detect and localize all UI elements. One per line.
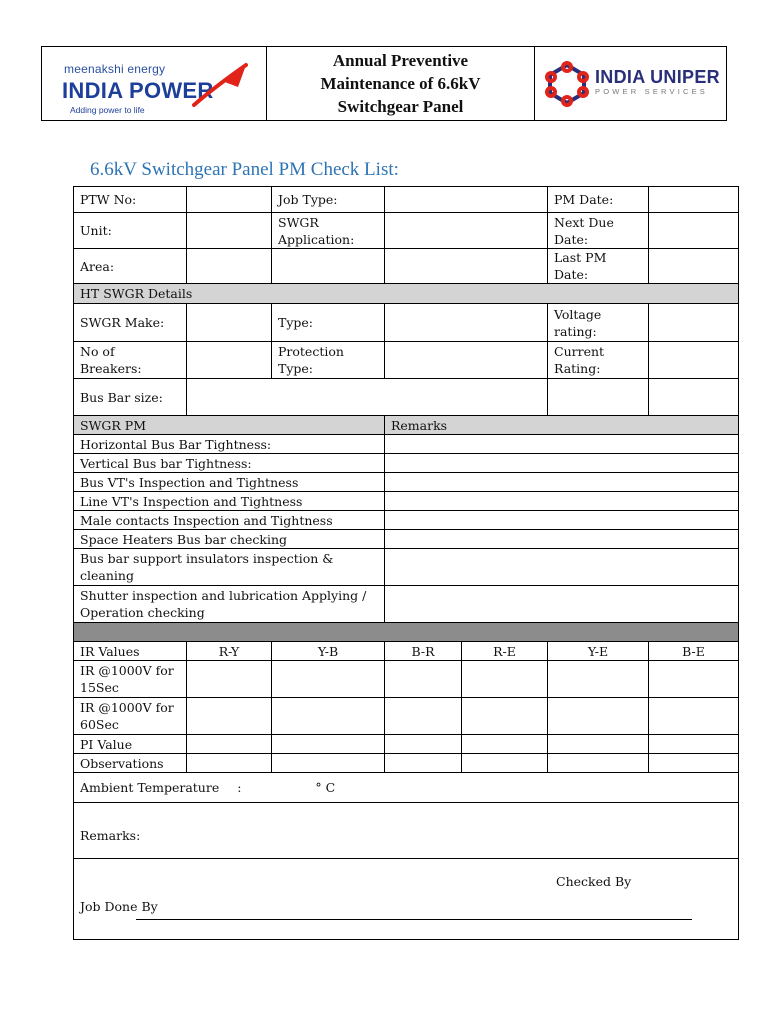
swgr-application-field[interactable] <box>385 213 548 249</box>
ir-cell[interactable] <box>462 661 548 698</box>
document-title <box>267 47 535 120</box>
row-bus-bar-size <box>74 379 739 416</box>
title-line-3: Switchgear Panel <box>337 97 464 116</box>
ir-cell[interactable] <box>272 698 385 735</box>
remarks-row <box>74 803 739 859</box>
pm-item-label: Line VT's Inspection and Tightness <box>74 492 385 511</box>
swgr-make-field[interactable] <box>187 304 272 342</box>
separator-row <box>74 623 739 642</box>
voltage-rating-field[interactable] <box>649 304 739 342</box>
ir-cell[interactable] <box>385 698 462 735</box>
checked-by-label: Checked By <box>556 874 632 889</box>
ambient-cell[interactable] <box>74 773 739 803</box>
ir-cell[interactable] <box>187 661 272 698</box>
ir-cell[interactable] <box>187 754 272 773</box>
swgr-pm-heading: SWGR PM <box>74 416 385 435</box>
uniper-subtitle: POWER SERVICES <box>595 87 709 96</box>
pm-item-label: Male contacts Inspection and Tightness <box>74 511 385 530</box>
ir-cell[interactable] <box>385 735 462 754</box>
ir-cell[interactable] <box>462 754 548 773</box>
ir-values-label: IR Values <box>74 642 187 661</box>
uniper-ring-icon <box>544 61 590 107</box>
ambient-row <box>74 773 739 803</box>
pm-item-row <box>74 530 739 549</box>
ir-cell[interactable] <box>649 698 739 735</box>
current-rating-label: Current Rating: <box>548 342 649 379</box>
job-done-by-label: Job Done By <box>80 898 158 914</box>
bus-bar-size-label: Bus Bar size: <box>74 379 187 416</box>
ir-cell[interactable] <box>272 735 385 754</box>
ir-col-ye: Y-E <box>548 642 649 661</box>
logo-swoosh-icon <box>192 61 248 111</box>
ir-cell[interactable] <box>548 661 649 698</box>
ir-row-60sec <box>74 698 739 735</box>
logo-meenakshi-text: meenakshi energy <box>64 62 166 76</box>
ir-cell[interactable] <box>548 698 649 735</box>
ir-cell[interactable] <box>649 754 739 773</box>
title-line-1: Annual Preventive <box>332 51 469 70</box>
pm-item-row <box>74 586 739 623</box>
last-pm-date-field[interactable] <box>649 249 739 284</box>
signature-underline <box>136 919 692 920</box>
ir-cell[interactable] <box>187 735 272 754</box>
ir-col-yb: Y-B <box>272 642 385 661</box>
pm-item-remarks[interactable] <box>385 492 739 511</box>
row-breakers <box>74 342 739 379</box>
ir-cell[interactable] <box>272 661 385 698</box>
swgr-make-label: SWGR Make: <box>74 304 187 342</box>
ambient-unit: ° C <box>315 780 336 795</box>
pm-item-row <box>74 492 739 511</box>
next-due-date-field[interactable] <box>649 213 739 249</box>
logo-india-power-text: INDIA POWER <box>62 78 214 103</box>
type-label: Type: <box>272 304 385 342</box>
no-of-breakers-label: No of Breakers: <box>74 342 187 379</box>
ir-cell[interactable] <box>462 698 548 735</box>
next-due-date-label: Next Due Date: <box>548 213 649 249</box>
pm-item-remarks[interactable] <box>385 586 739 623</box>
ir-row-label: IR @1000V for 15Sec <box>74 661 187 698</box>
ir-cell[interactable] <box>187 698 272 735</box>
ambient-colon: : <box>237 780 242 795</box>
pm-item-label: Bus VT's Inspection and Tightness <box>74 473 385 492</box>
ir-header-row <box>74 642 739 661</box>
row-swgr-make <box>74 304 739 342</box>
india-power-logo <box>42 47 267 120</box>
checklist-form <box>73 186 738 921</box>
uniper-name: INDIA UNIPER <box>595 67 720 87</box>
unit-label: Unit: <box>74 213 187 249</box>
ptw-label: PTW No: <box>74 187 187 213</box>
pm-item-remarks[interactable] <box>385 454 739 473</box>
ir-cell[interactable] <box>649 735 739 754</box>
checklist-table <box>73 186 739 940</box>
voltage-rating-label: Voltage rating: <box>548 304 649 342</box>
document-header <box>41 46 727 121</box>
pm-item-label: Bus bar support insulators inspection & cleaning <box>74 549 385 586</box>
logo-tagline: Adding power to life <box>70 105 145 115</box>
pm-item-label: Vertical Bus bar Tightness: <box>74 454 385 473</box>
checklist-title: 6.6kV Switchgear Panel PM Check List: <box>90 159 399 180</box>
swgr-pm-heading-row <box>74 416 739 435</box>
ambient-label: Ambient Temperature <box>80 780 220 795</box>
title-line-2: Maintenance of 6.6kV <box>320 74 481 93</box>
job-type-label: Job Type: <box>272 187 385 213</box>
area-label: Area: <box>74 249 187 284</box>
row-unit <box>74 213 739 249</box>
pm-item-label: Shutter inspection and lubrication Applying / Operation checking <box>74 586 385 623</box>
ht-swgr-heading: HT SWGR Details <box>74 284 739 304</box>
remarks-cell[interactable] <box>74 803 739 859</box>
ir-col-ry: R-Y <box>187 642 272 661</box>
unit-field[interactable] <box>187 213 272 249</box>
protection-type-label: Protection Type: <box>272 342 385 379</box>
pm-item-label: Space Heaters Bus bar checking <box>74 530 385 549</box>
remarks-label: Remarks: <box>80 828 141 843</box>
ir-col-br: B-R <box>385 642 462 661</box>
pm-date-field[interactable] <box>649 187 739 213</box>
pm-item-row <box>74 511 739 530</box>
pm-item-remarks[interactable] <box>385 549 739 586</box>
row-area <box>74 249 739 284</box>
pm-item-row <box>74 473 739 492</box>
ir-cell[interactable] <box>385 661 462 698</box>
area-extra-field-2[interactable] <box>385 249 548 284</box>
no-of-breakers-field[interactable] <box>187 342 272 379</box>
ir-cell[interactable] <box>548 735 649 754</box>
last-pm-date-label: Last PM Date: <box>548 249 649 284</box>
bus-bar-size-extra-1[interactable] <box>548 379 649 416</box>
pm-item-label: Horizontal Bus Bar Tightness: <box>74 435 385 454</box>
protection-type-field[interactable] <box>385 342 548 379</box>
swgr-application-label: SWGR Application: <box>272 213 385 249</box>
separator-bar <box>74 623 739 642</box>
signature-cell[interactable] <box>74 859 739 940</box>
ir-row-15sec <box>74 661 739 698</box>
pm-date-label: PM Date: <box>548 187 649 213</box>
job-type-field[interactable] <box>385 187 548 213</box>
pm-item-remarks[interactable] <box>385 473 739 492</box>
pm-item-row <box>74 549 739 586</box>
pm-item-remarks[interactable] <box>385 435 739 454</box>
area-extra-field[interactable] <box>272 249 385 284</box>
india-uniper-logo <box>535 47 726 120</box>
ptw-field[interactable] <box>187 187 272 213</box>
ir-row-label: IR @1000V for 60Sec <box>74 698 187 735</box>
ir-row-pi <box>74 735 739 754</box>
signature-row <box>74 859 739 940</box>
ir-col-be: B-E <box>649 642 739 661</box>
ir-cell[interactable] <box>385 754 462 773</box>
pm-item-row <box>74 435 739 454</box>
type-field[interactable] <box>385 304 548 342</box>
pm-item-remarks[interactable] <box>385 530 739 549</box>
pm-item-remarks[interactable] <box>385 511 739 530</box>
ht-swgr-heading-row <box>74 284 739 304</box>
ir-cell[interactable] <box>548 754 649 773</box>
ir-cell[interactable] <box>462 735 548 754</box>
current-rating-field[interactable] <box>649 342 739 379</box>
ir-row-label: Observations <box>74 754 187 773</box>
bus-bar-size-field[interactable] <box>187 379 548 416</box>
ir-cell[interactable] <box>649 661 739 698</box>
bus-bar-size-extra-2[interactable] <box>649 379 739 416</box>
pm-item-row <box>74 454 739 473</box>
ir-row-label: PI Value <box>74 735 187 754</box>
ir-cell[interactable] <box>272 754 385 773</box>
area-field[interactable] <box>187 249 272 284</box>
remarks-heading: Remarks <box>385 416 739 435</box>
ir-col-re: R-E <box>462 642 548 661</box>
row-ptw <box>74 187 739 213</box>
ir-row-observations <box>74 754 739 773</box>
